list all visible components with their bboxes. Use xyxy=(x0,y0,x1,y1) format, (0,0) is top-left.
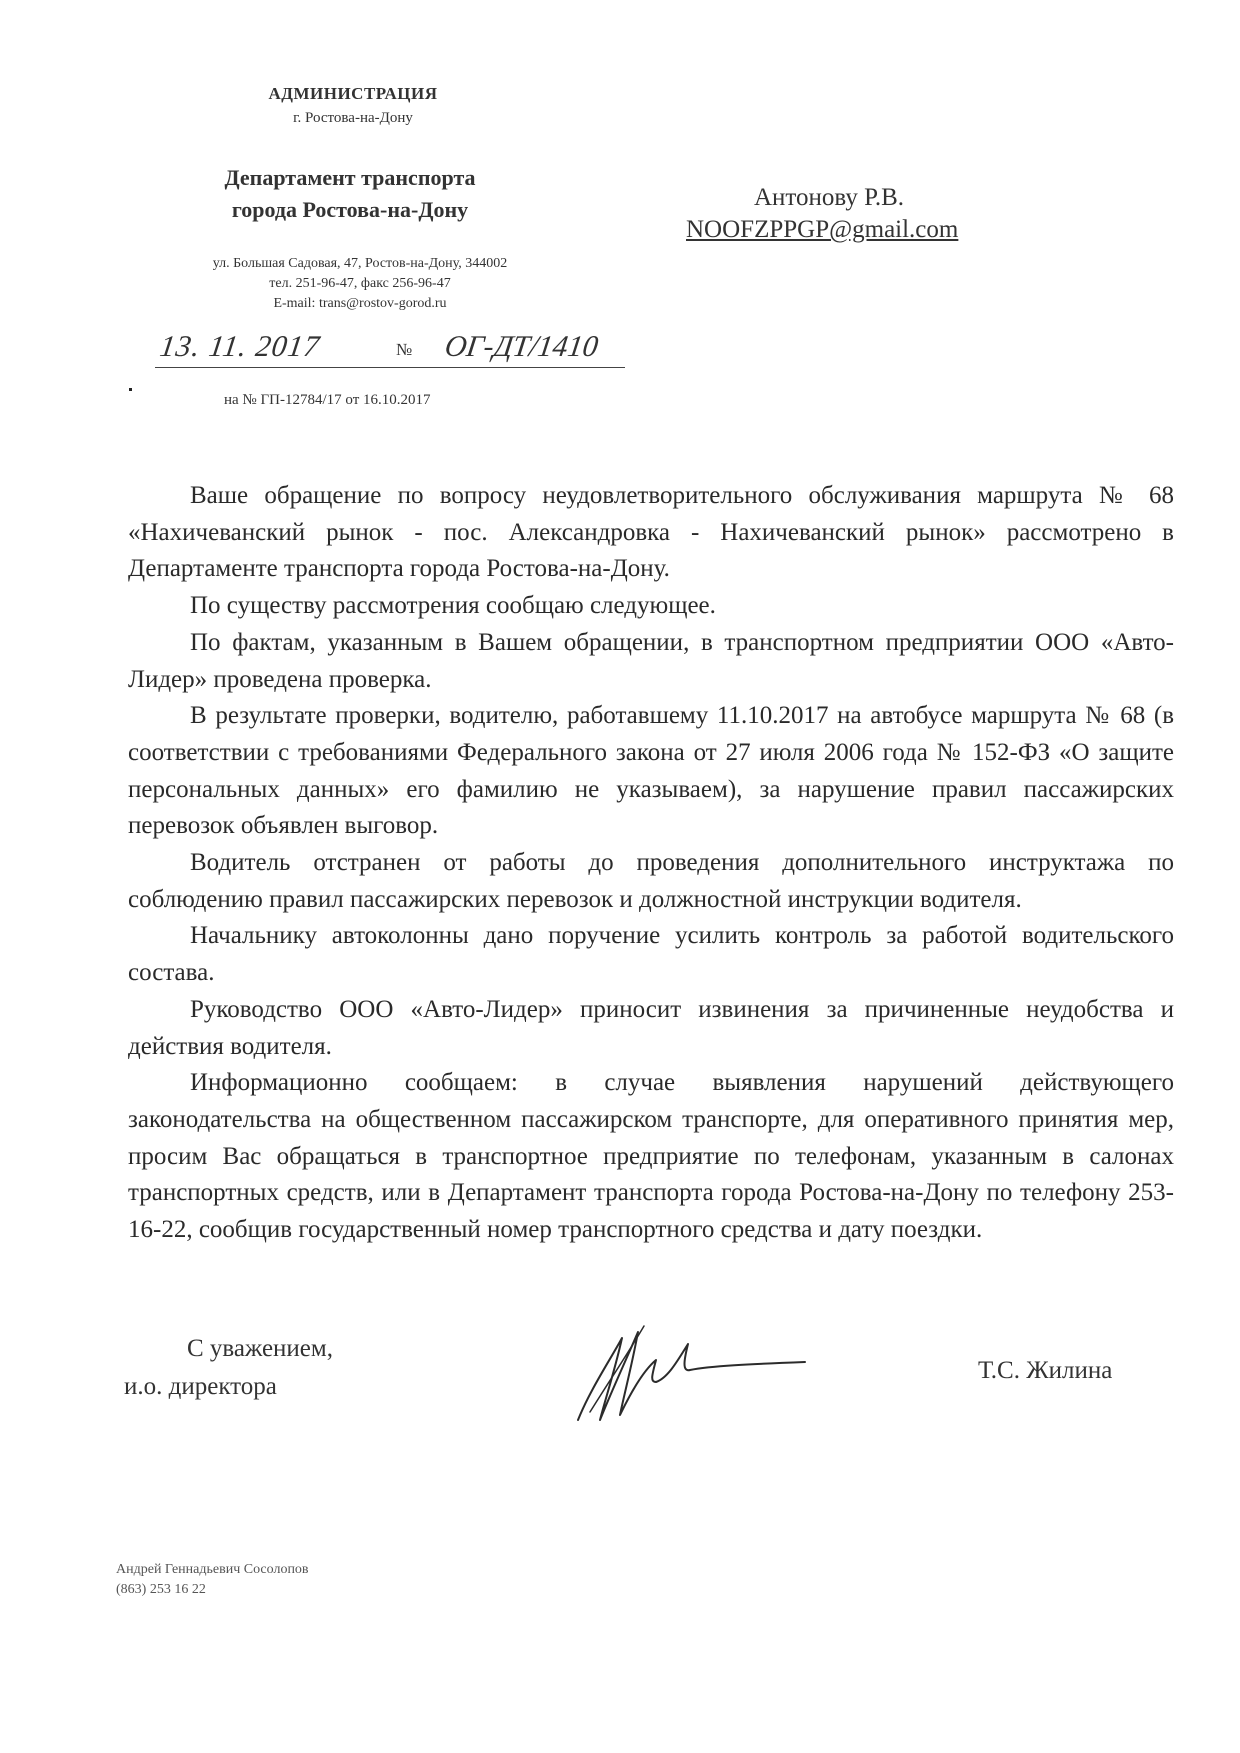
closing-regards: С уважением, xyxy=(187,1335,333,1362)
letterhead-email: E-mail: trans@rostov-gorod.ru xyxy=(273,296,447,311)
closing-block xyxy=(124,1330,333,1406)
signer-name: Т.С. Жилина xyxy=(978,1357,1113,1384)
body-paragraph: По существу рассмотрения сообщаю следующее. xyxy=(190,592,716,620)
department-line-2: города Ростова-на-Дону xyxy=(231,197,469,222)
recipient-email[interactable]: NOOFZPPGP@gmail.com xyxy=(686,216,959,243)
letterhead-phone: тел. 251-96-47, факс 256-96-47 xyxy=(269,276,451,291)
body-paragraph: Руководство ООО «Авто-Лидер» приносит извинения за причиненные неудобства и действия водителя. xyxy=(128,995,1174,1060)
letter-body xyxy=(128,478,1174,1249)
body-paragraph: Водитель отстранен от работы до проведения дополнительного инструктажа по соблюдению правил пассажирских перевозок и должностной инструкции водителя. xyxy=(128,849,1174,913)
executor-name: Андрей Геннадьевич Сосолопов xyxy=(116,1562,309,1577)
letterhead-city: г. Ростова-на-Дону xyxy=(293,110,413,126)
body-paragraph: По фактам, указанным в Вашем обращении, в транспортном предприятии ООО «Авто-Лидер» проведена проверка. xyxy=(128,628,1174,693)
reference-line: на № ГП-12784/17 от 16.10.2017 xyxy=(224,392,431,408)
handwritten-signature xyxy=(560,1320,820,1430)
executor-contact xyxy=(116,1560,309,1600)
body-paragraph: В результате проверки, водителю, работавшему 11.10.2017 на автобусе маршрута № 68 (в соответствии с требованиями Федерального закона от 27 июля 2006 года № 152-ФЗ «О защите персональных данных» его фамилию не указываем), за нарушение правил пассажирских перевозок объявлен выговор. xyxy=(128,702,1174,840)
department-line-1: Департамент транспорта xyxy=(224,165,476,190)
recipient-name: Антонову Р.В. xyxy=(754,184,905,211)
body-paragraph: Начальнику автоколонны дано поручение усилить контроль за работой водительского состава. xyxy=(128,922,1174,987)
letterhead-admin: АДМИНИСТРАЦИЯ xyxy=(268,84,438,103)
letterhead-address: ул. Большая Садовая, 47, Ростов-на-Дону, 344002 xyxy=(212,256,508,271)
executor-phone: (863) 253 16 22 xyxy=(116,1582,206,1597)
closing-position: и.о. директора xyxy=(124,1373,277,1400)
scan-mark xyxy=(129,388,132,391)
letterhead-contact xyxy=(140,254,580,314)
body-paragraph: Ваше обращение по вопросу неудовлетворительного обслуживания маршрута № 68 «Нахичеванский рынок - пос. Александровка - Нахичеванский рынок» рассмотрено в Департаменте транспорта города Ростова-на-Дону. xyxy=(128,482,1174,583)
letterhead-department xyxy=(170,162,530,226)
registration-number: ОГ-ДТ/1410 xyxy=(442,330,601,363)
registration-number-label: № xyxy=(396,340,413,359)
registration-date: 13. 11. 2017 xyxy=(157,330,323,363)
body-paragraph: Информационно сообщаем: в случае выявления нарушений действующего законодательства на общественном пассажирском транспорте, для оперативного принятия мер, просим Вас обращаться в транспортное предприятие по телефонам, указанным в салонах транспортных средств, или в Департамент транспорта города Ростова-на-Дону по телефону 253-16-22, сообщив государственный номер транспортного средства и дату поездки. xyxy=(128,1069,1174,1244)
